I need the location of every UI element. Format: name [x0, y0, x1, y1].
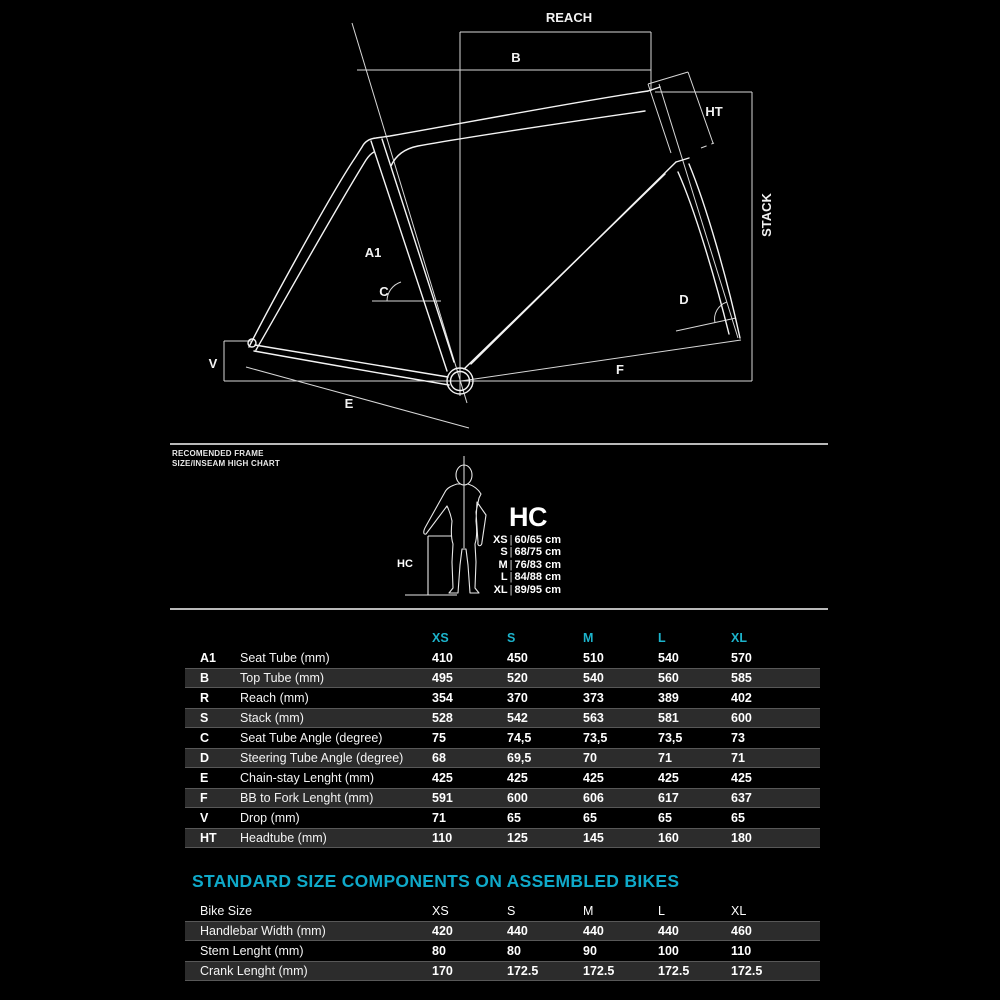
- geometry-row-chainstay: [185, 768, 820, 788]
- hc-range: 60/65 cm: [514, 534, 561, 546]
- reach-label: REACH: [545, 10, 593, 25]
- cell: 170: [432, 964, 453, 978]
- components-title: STANDARD SIZE COMPONENTS ON ASSEMBLED BIKES: [192, 871, 680, 891]
- geometry-table: [185, 628, 820, 848]
- hc-box-label: HC: [397, 558, 413, 570]
- col-header: L: [658, 904, 665, 918]
- seat-angle-label: C: [379, 284, 389, 299]
- col-header: M: [583, 631, 594, 645]
- cell: 410: [432, 651, 453, 665]
- cell: 80: [507, 944, 521, 958]
- row-label: Stack (mm): [240, 711, 304, 725]
- top-tube-label: B: [511, 50, 521, 65]
- row-key: HT: [200, 831, 217, 845]
- components-row-crank: [185, 961, 820, 981]
- fork-label: F: [616, 362, 624, 377]
- cell: 180: [731, 831, 752, 845]
- head-tube-label: HT: [705, 104, 723, 119]
- cell: 600: [731, 711, 752, 725]
- size-row-label: Bike Size: [200, 904, 253, 918]
- row-label: Seat Tube (mm): [240, 651, 330, 665]
- hc-size-line: [420, 546, 561, 558]
- col-header: S: [507, 904, 516, 918]
- cell: 563: [583, 711, 604, 725]
- col-header: XL: [731, 631, 747, 645]
- hc-size: M: [498, 558, 508, 571]
- cell: 540: [583, 671, 604, 685]
- separator-mid: [170, 608, 828, 610]
- hc-size: XS: [492, 534, 508, 546]
- col-header: M: [583, 904, 594, 918]
- inseam-chart-note: [172, 449, 280, 468]
- cell: 160: [658, 831, 679, 845]
- cell: 145: [583, 831, 604, 845]
- row-label: Drop (mm): [240, 811, 300, 825]
- divider: |: [509, 558, 513, 571]
- cell: 560: [658, 671, 679, 685]
- divider: |: [509, 571, 513, 584]
- cell: 510: [583, 651, 604, 665]
- cell: 73,5: [583, 731, 608, 745]
- divider: |: [509, 534, 513, 546]
- row-key: S: [200, 711, 209, 725]
- geometry-row-reach: [185, 688, 820, 708]
- hc-size: XL: [493, 583, 508, 596]
- cell: 71: [658, 751, 672, 765]
- col-header: S: [507, 631, 516, 645]
- bike-frame-outline: [248, 87, 740, 394]
- cell: 69,5: [507, 751, 532, 765]
- cell: 637: [731, 791, 752, 805]
- cell: 402: [731, 691, 752, 705]
- seat-tube-label: A1: [364, 245, 382, 260]
- row-label: Crank Lenght (mm): [200, 964, 308, 978]
- cell: 74,5: [507, 731, 532, 745]
- divider: |: [509, 546, 513, 559]
- row-key: B: [200, 671, 210, 685]
- cell: 65: [583, 811, 597, 825]
- components-table: [185, 901, 820, 981]
- cell: 528: [432, 711, 453, 725]
- drop-label: V: [208, 356, 218, 371]
- row-label: Chain-stay Lenght (mm): [240, 771, 375, 785]
- row-label: Top Tube (mm): [240, 671, 325, 685]
- row-key: V: [200, 811, 209, 825]
- cell: 520: [507, 671, 528, 685]
- geometry-header-row: [185, 628, 820, 648]
- frame-geometry-diagram: [0, 0, 1000, 445]
- row-key: F: [200, 791, 208, 805]
- hc-size-line: [420, 534, 561, 546]
- geometry-row-drop: [185, 808, 820, 828]
- cell: 606: [583, 791, 604, 805]
- cell: 354: [432, 691, 453, 705]
- cell: 71: [731, 751, 745, 765]
- col-header: L: [658, 631, 666, 645]
- row-label: BB to Fork Lenght (mm): [240, 791, 374, 805]
- hc-size-line: [420, 559, 561, 571]
- cell: 420: [432, 924, 453, 938]
- hc-range: 89/95 cm: [514, 583, 561, 596]
- hc-size-line: [420, 584, 561, 596]
- cell: 65: [507, 811, 521, 825]
- stack-label: STACK: [759, 193, 774, 237]
- separator-top: [170, 443, 828, 445]
- cell: 617: [658, 791, 679, 805]
- cell: 440: [583, 924, 604, 938]
- cell: 600: [507, 791, 528, 805]
- components-row-handlebar: [185, 921, 820, 941]
- cell: 581: [658, 711, 679, 725]
- cell: 425: [731, 771, 752, 785]
- hc-size: L: [500, 571, 508, 584]
- cell: 540: [658, 651, 679, 665]
- cell: 125: [507, 831, 528, 845]
- geometry-row-headtube: [185, 828, 820, 848]
- components-row-stem: [185, 941, 820, 961]
- cell: 495: [432, 671, 453, 685]
- cell: 440: [507, 924, 528, 938]
- row-label: Stem Lenght (mm): [200, 944, 304, 958]
- hc-range: 76/83 cm: [514, 558, 561, 571]
- cell: 172.5: [507, 964, 539, 978]
- row-label: Seat Tube Angle (degree): [240, 731, 383, 745]
- cell: 65: [658, 811, 672, 825]
- cell: 100: [658, 944, 679, 958]
- components-header-row: [185, 901, 820, 921]
- geometry-row-top-tube: [185, 668, 820, 688]
- hc-size-line: [420, 571, 561, 583]
- row-key: E: [200, 771, 209, 785]
- cell: 172.5: [731, 964, 763, 978]
- note-line-2: SIZE/INSEAM HIGH CHART: [172, 458, 280, 468]
- cell: 585: [731, 671, 752, 685]
- cell: 65: [731, 811, 745, 825]
- geometry-row-seat-tube: [185, 648, 820, 668]
- row-key: D: [200, 751, 210, 765]
- cell: 542: [507, 711, 528, 725]
- cell: 370: [507, 691, 528, 705]
- col-header: XS: [432, 904, 449, 918]
- cell: 460: [731, 924, 752, 938]
- dimension-lines: [224, 23, 752, 428]
- cell: 425: [583, 771, 604, 785]
- cell: 591: [432, 791, 453, 805]
- cell: 110: [432, 831, 453, 845]
- cell: 425: [432, 771, 453, 785]
- geometry-row-seat-angle: [185, 728, 820, 748]
- steering-angle-label: D: [679, 292, 689, 307]
- cell: 440: [658, 924, 679, 938]
- col-header: XL: [731, 904, 747, 918]
- geometry-row-stack: [185, 708, 820, 728]
- row-label: Headtube (mm): [240, 831, 327, 845]
- hc-title: HC: [509, 502, 547, 532]
- cell: 425: [507, 771, 528, 785]
- cell: 450: [507, 651, 528, 665]
- row-key: C: [200, 731, 210, 745]
- hc-range: 84/88 cm: [514, 571, 561, 584]
- chainstay-label: E: [344, 396, 354, 411]
- geometry-row-steering-angle: [185, 748, 820, 768]
- cell: 389: [658, 691, 679, 705]
- cell: 73,5: [658, 731, 683, 745]
- row-key: R: [200, 691, 210, 705]
- hc-size: S: [500, 546, 508, 559]
- cell: 68: [432, 751, 446, 765]
- cell: 73: [731, 731, 745, 745]
- divider: |: [509, 583, 513, 596]
- cell: 110: [731, 944, 752, 958]
- cell: 425: [658, 771, 679, 785]
- row-label: Handlebar Width (mm): [200, 924, 326, 938]
- note-line-1: RECOMENDED FRAME: [172, 449, 264, 458]
- cell: 172.5: [658, 964, 690, 978]
- cell: 172.5: [583, 964, 615, 978]
- row-key: A1: [200, 651, 216, 665]
- cell: 70: [583, 751, 597, 765]
- row-label: Reach (mm): [240, 691, 309, 705]
- col-header: XS: [432, 631, 449, 645]
- cell: 75: [432, 731, 446, 745]
- cell: 80: [432, 944, 446, 958]
- cell: 71: [432, 811, 446, 825]
- geometry-row-bb-fork: [185, 788, 820, 808]
- hc-range: 68/75 cm: [514, 546, 561, 559]
- hc-size-list: [420, 534, 561, 596]
- cell: 90: [583, 944, 597, 958]
- cell: 373: [583, 691, 604, 705]
- row-label: Steering Tube Angle (degree): [240, 751, 404, 765]
- cell: 570: [731, 651, 752, 665]
